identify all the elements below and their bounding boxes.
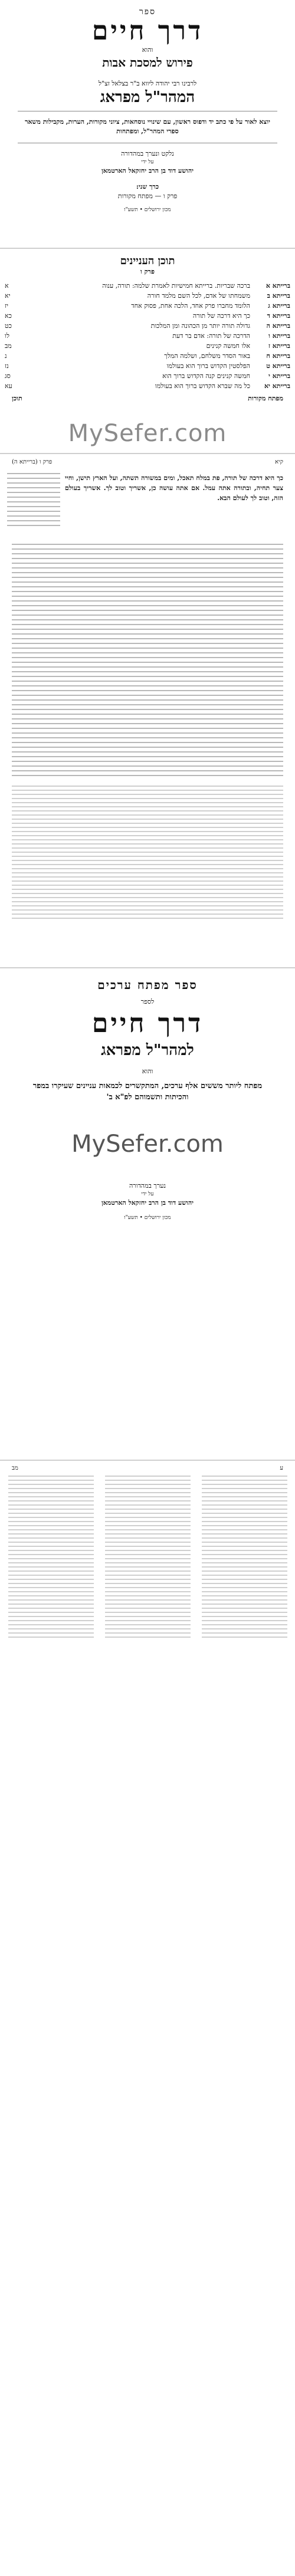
toc-row[interactable]: ברייתא א ברכה שבריות. ברייתא חמישיות לאמרת שלמה: תורה, ענוה א — [5, 281, 290, 290]
watermark-1: MySefer.com — [68, 420, 227, 447]
index-by: על ידי — [141, 1191, 154, 1198]
side-commentary — [7, 473, 60, 530]
part-label: כרך שני: — [136, 182, 159, 190]
watermark-2: MySefer.com — [71, 1130, 224, 1158]
text-page — [0, 455, 295, 957]
chapter-heading: פרק ו (ברייתא ה) — [12, 459, 53, 465]
toc-footer: מפתח מקורות — [248, 394, 283, 402]
index-and: והוא — [142, 1067, 153, 1076]
index-columns-page — [0, 1463, 295, 2571]
title-page — [0, 0, 295, 247]
page-separator — [0, 1460, 295, 1461]
index-page-left: ע — [280, 1465, 283, 1471]
toc-row[interactable]: ברייתא ב משמחתו של אדם, לכל השם מלמד חורה יא — [5, 291, 290, 300]
index-publisher: מכון ירושלים • תשע"ו — [124, 1214, 171, 1221]
footnotes — [12, 786, 283, 922]
toc-row[interactable]: ברייתא ז אלו חמשה קנינים מב — [5, 341, 290, 350]
main-commentary — [12, 544, 283, 780]
toc-row[interactable]: ברייתא ח באור הסדר משלחם, ושלמה המלך נ — [5, 351, 290, 360]
editor-name: יהושע דוד בן הרב יחזקאל הארטמאן — [101, 167, 194, 175]
page-separator — [0, 453, 295, 454]
index-title-page — [0, 972, 295, 1455]
description: יוצא לאור על פי כתב יד ודפוס ראשון, עם שינויי נוסחאות, ציוני מקורות, הערות, מקבילות משאר ספרי המהר"ל, ומפתחות — [25, 117, 270, 136]
index-prefix: ספר מפתח ערכים — [97, 978, 198, 992]
index-editor: יהושע דוד בן הרב יחזקאל הארטמאן — [101, 1199, 194, 1207]
toc-row[interactable]: ברייתא ד כך היא דרכה של תורה כא — [5, 311, 290, 320]
page-separator — [0, 967, 295, 968]
title-prefix: ספר — [139, 7, 156, 17]
by-line: על ידי — [141, 159, 154, 166]
index-column-left — [8, 1476, 94, 1641]
index-subtitle: למהר"ל מפראג — [101, 1041, 194, 1059]
index-prefix-2: לספר — [140, 998, 155, 1006]
index-column-middle — [105, 1476, 191, 1641]
index-book-title: דרך חיים — [91, 1008, 204, 1039]
book-title: דרך חיים — [91, 16, 204, 46]
index-description: מפתח ליותר מששים אלף ערכים, המתקשרים לכמאות עניינים שעיקרו במפר והכיתות ותשמוהם לפ"א ב' — [32, 1081, 263, 1102]
toc-list — [0, 281, 295, 391]
author-title: המהר"ל מפראג — [100, 88, 195, 107]
toc-row[interactable]: ברייתא ט הפלסטין הקדוש ברוך הוא בעולמו נז — [5, 362, 290, 370]
subtitle-2: פירוש למסכת אבות — [102, 55, 193, 70]
collector: נלקט ונערך במהדורה — [121, 149, 174, 157]
toc-row[interactable]: ברייתא י חמשה קנינים קנה הקדוש ברוך הוא סג — [5, 372, 290, 380]
toc-row[interactable]: ברייתא ה גדולה תורה יותר מן הכהונה ומן המלכות כט — [5, 321, 290, 330]
index-column-right — [202, 1476, 287, 1641]
subtitle-1: והוא — [142, 46, 153, 54]
mishna-quote: כך היא דרכה של תורה, פת במלח תאכל, ומים במשורה תשתה, ועל הארץ תישן, וחיי צער תחיה, ובתורה אתה עמל. אם אתה עושה כן, אשריך וטוב לך. אשריך בעולם הזה, וטוב לך לעולם הבא. — [65, 474, 283, 502]
chapter-label: פרק ו — מפתח מקורות — [117, 192, 178, 201]
page-number: קיא — [275, 459, 283, 465]
page-separator — [0, 248, 295, 249]
index-page-right: מב — [12, 1465, 18, 1471]
toc-row[interactable]: ברייתא יא כל מה שברא הקדוש ברוך הוא בעולמו עא — [5, 382, 290, 390]
toc-page — [0, 250, 295, 415]
toc-row[interactable]: ברייתא ו הדרכה של תורה: אדם בר דעת לו — [5, 331, 290, 340]
index-collector: נערך במהדורה — [129, 1181, 166, 1190]
toc-row[interactable]: ברייתא ג הלומד מחברו פרק אחד, הלכה אחת, פסוק אחד יז — [5, 301, 290, 310]
author-line: לרבינו רבי יהודה ליווא ב"ר בצלאל זצ"ל — [98, 79, 197, 87]
toc-footer-2: תוכן — [12, 394, 22, 402]
toc-chapter: פרק ו — [140, 268, 155, 275]
publisher: מכון ירושלים • תשע"ו — [124, 206, 171, 213]
toc-heading: תוכן העניינים — [120, 255, 175, 267]
